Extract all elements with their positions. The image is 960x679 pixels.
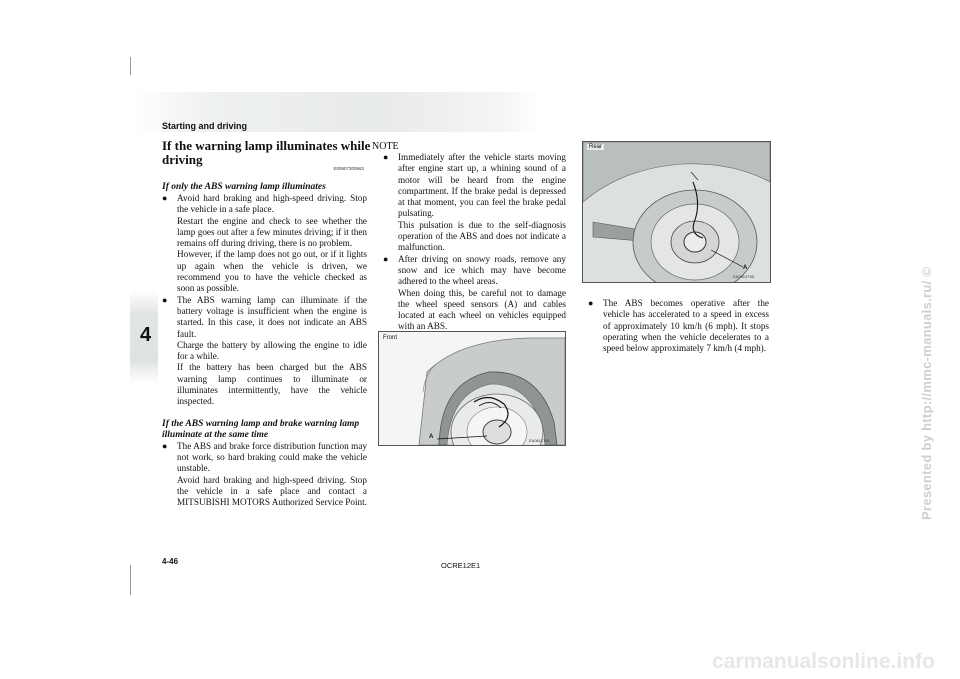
note-label: NOTE [372,141,399,152]
sensor-marker-a: A [743,265,748,271]
crop-mark [130,565,131,595]
site-watermark: carmanualsonline.info [712,650,935,673]
page-number: 4-46 [162,557,179,566]
rear-wheel-illustration [583,142,770,282]
front-label: Front [383,335,398,341]
bullet-icon: ● [162,294,168,305]
bullet-icon: ● [588,298,594,308]
figure-code: EA0611T61 [529,438,550,443]
bullet-icon: ● [162,193,168,203]
list-item [162,441,367,509]
section-title: Starting and driving [162,121,248,131]
paragraph: Avoid hard braking and high-speed driving. Stop the vehicle in a safe place and contact a MITSUBISHI MOTORS Authorized Service Point. [177,474,367,508]
list-item [383,254,566,333]
title-code: E00607300663 [333,166,364,171]
paragraph: The ABS and brake force distribution function may not work, so hard braking could make the vehicle unstable. [177,440,367,474]
rear-label: Rear [589,144,603,150]
right-text [588,298,769,354]
front-wheel-illustration [379,332,565,445]
paragraph: When doing this, be careful not to damage the wheel speed sensors (A) and cables located at each wheel on vehicles equipped with an ABS. [398,287,566,332]
document-code: OCRE12E1 [441,561,481,570]
paragraph: However, if the lamp does not go out, or if it lights up again when the vehicle is driven, we recommend you to have the vehicle checked as soon as possible. [177,249,367,294]
sensor-marker-a: A [429,434,434,440]
list-item [162,193,367,295]
chapter-number: 4 [140,324,152,346]
paragraph: If the battery has been charged but the ABS warning lamp continues to illuminate or illuminates intermittently, have the vehicle inspected. [177,362,367,407]
list-item [588,298,769,354]
crop-mark [130,57,131,75]
bullet-icon: ● [383,152,389,162]
paragraph: Immediately after the vehicle starts moving after engine start up, a whining sound of a motor will be heard from the engine compartment. If the brake pedal is depressed at that moment, you can feel the brake pedal pulsating. [398,152,566,219]
page-title: If the warning lamp illuminates while driving [162,138,371,167]
bullet-icon: ● [383,253,389,264]
vertical-watermark: Presented by http://mmc-manuals.ru/ © [919,266,934,520]
front-wheel-figure [378,331,566,446]
subheading-abs-only: If only the ABS warning lamp illuminates [162,182,326,192]
paragraph: This pulsation is due to the self-diagnosis operation of the ABS and does not indicate a malfunction. [398,219,566,253]
paragraph: Restart the engine and check to see whether the lamp goes out after a few minutes driving; if it then remains off during driving, there is no problem. [177,215,367,249]
rear-wheel-figure [582,141,771,283]
figure-code: EA0610T55 [733,274,755,279]
bullet-icon: ● [162,440,168,451]
paragraph: The ABS becomes operative after the vehicle has accelerated to a speed in excess of approximately 10 km/h (6 mph). It stops operating when the vehicle decelerates to a speed below approximately 7 km/h (4 mph). [603,298,769,354]
paragraph: Avoid hard braking and high-speed driving. Stop the vehicle in a safe place. [177,193,367,215]
subheading-abs-and-brake: If the ABS warning lamp and brake warning lamp illuminate at the same time [162,418,360,440]
paragraph: The ABS warning lamp can illuminate if the battery voltage is insufficient when the engine is started. In this case, it does not indicate an ABS fault. [177,294,367,339]
list-item [162,295,367,408]
paragraph: After driving on snowy roads, remove any snow and ice which may have become adhered to the wheel areas. [398,253,566,287]
list-item [383,152,566,254]
paragraph: Charge the battery by allowing the engine to idle for a while. [177,339,367,362]
